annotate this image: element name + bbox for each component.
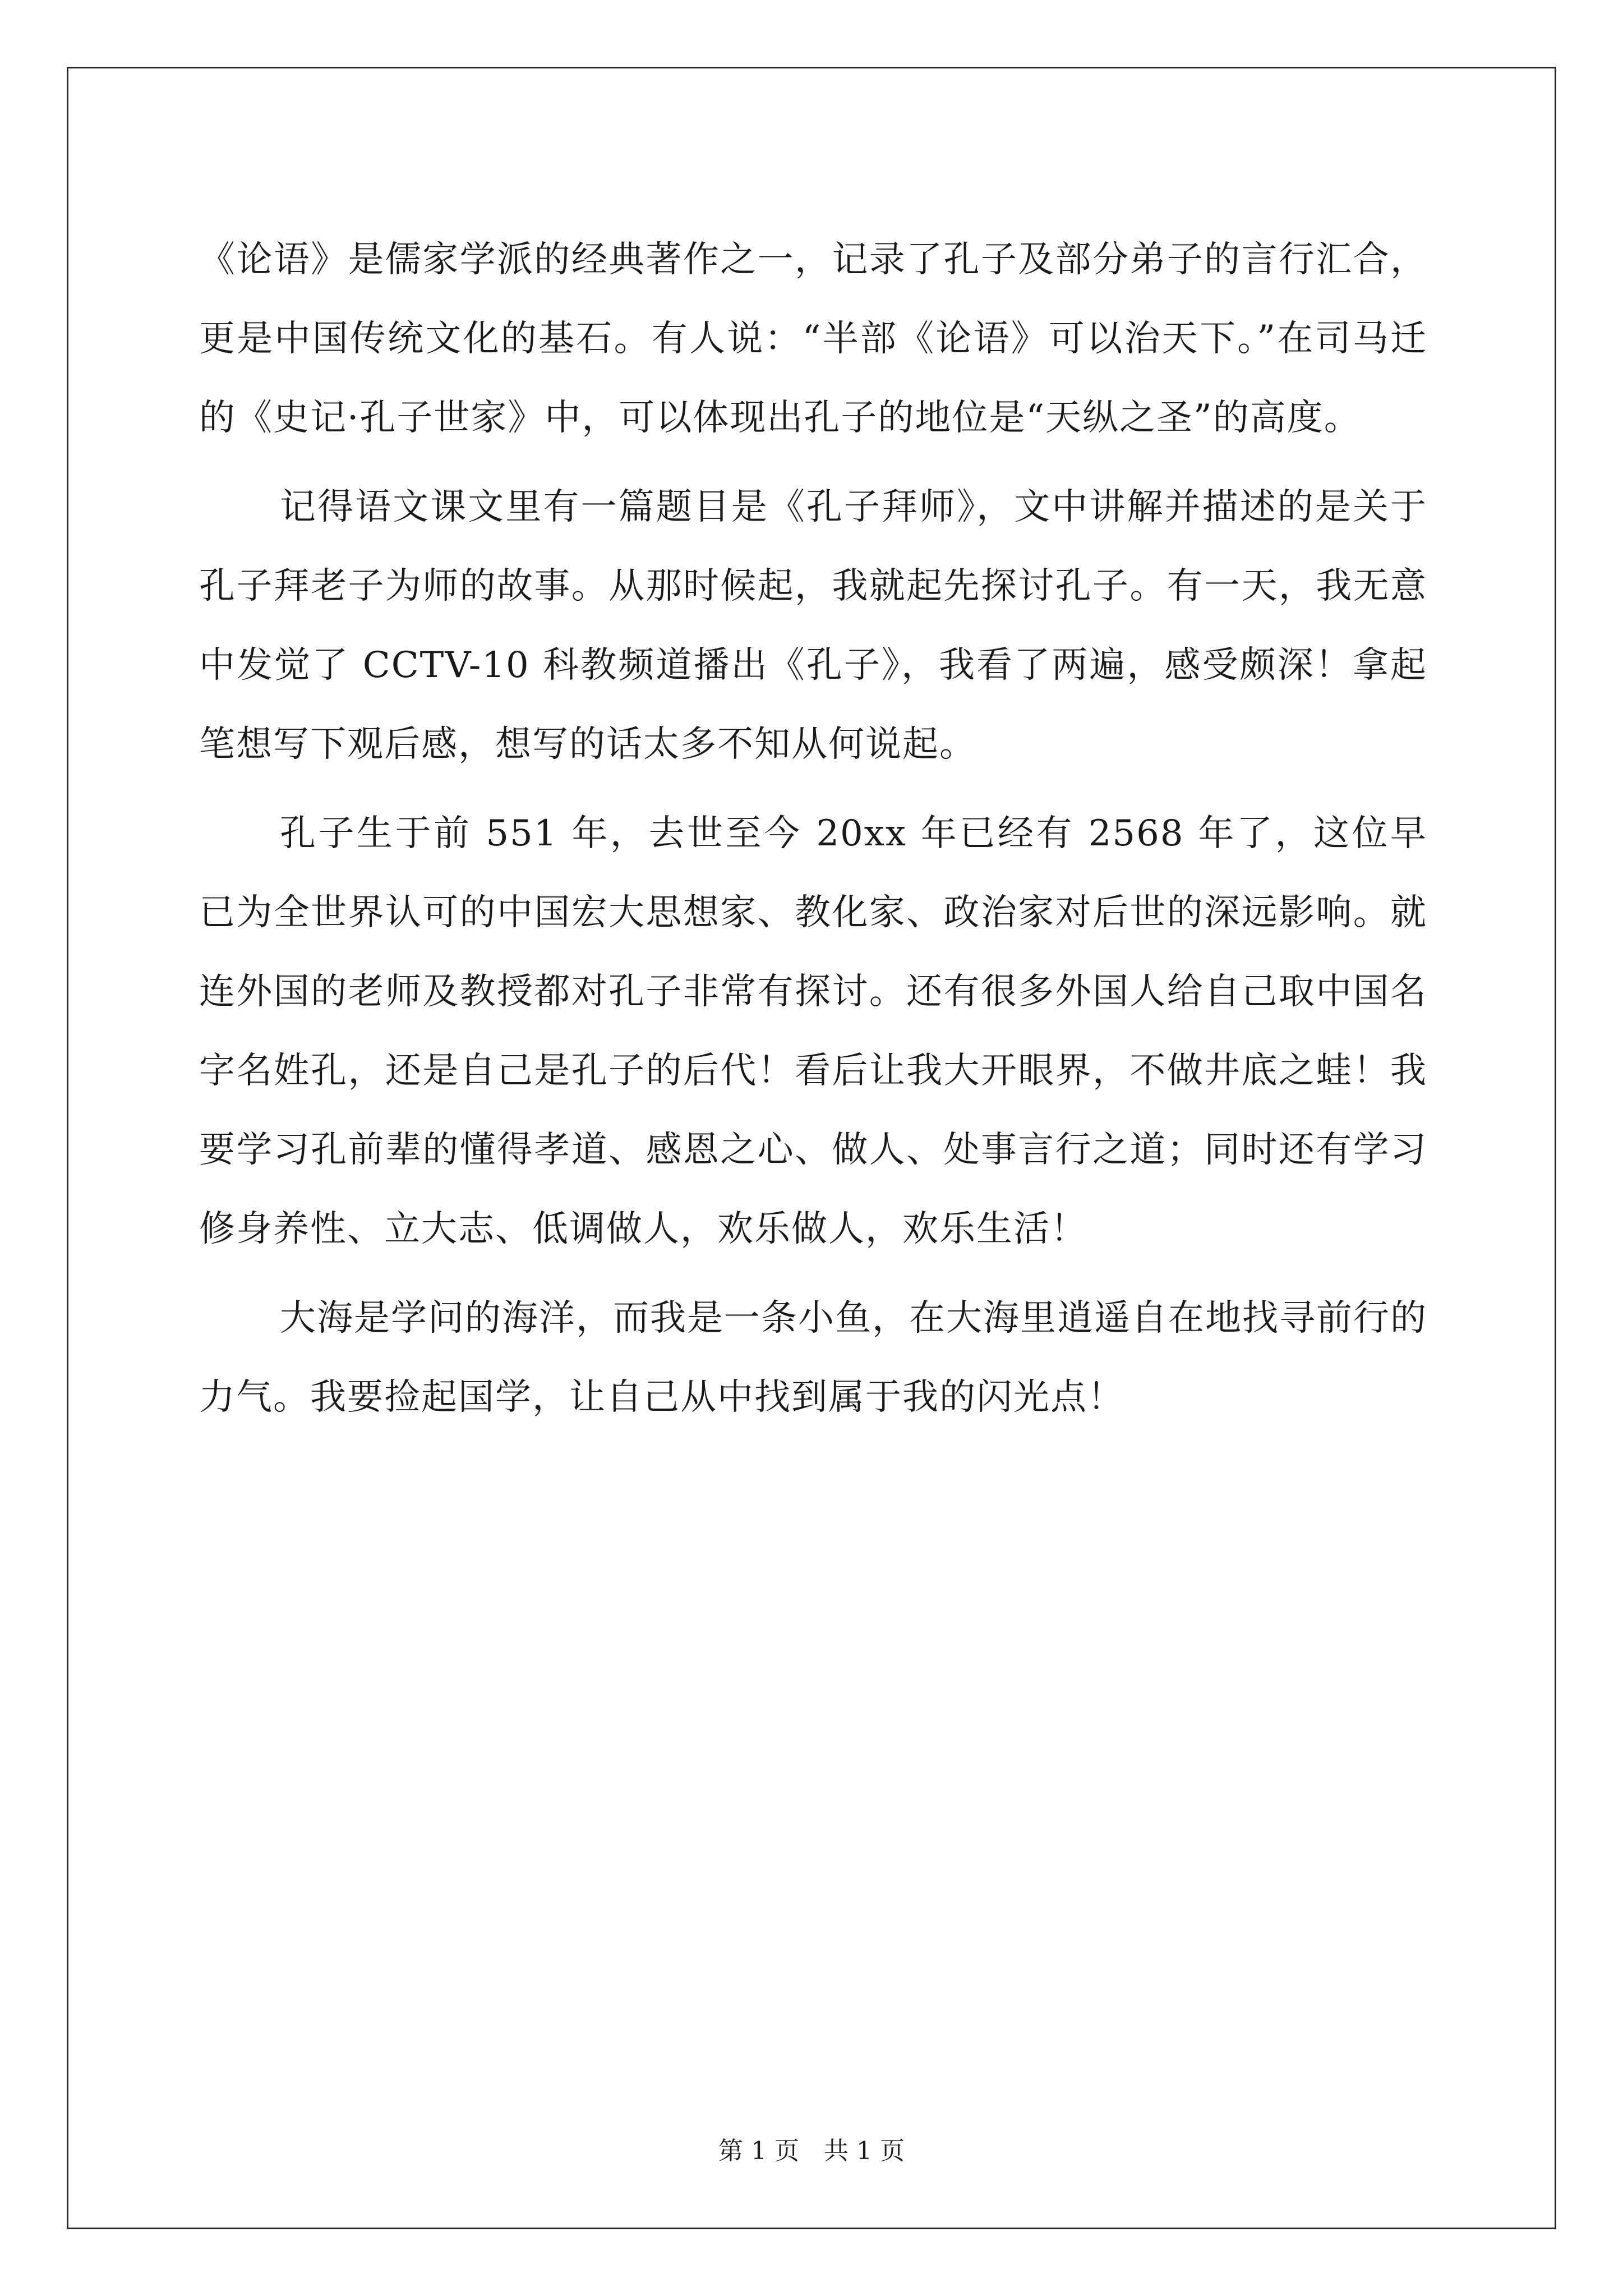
paragraph-conclusion: 大海是学问的海洋，而我是一条小鱼，在大海里逍遥自在地找寻前行的力气。我要捡起国学，让自己从中找到属于我的闪光点！ — [199, 1297, 1427, 1418]
paragraph-influence: 孔子生于前 551 年，去世至今 20xx 年已经有 2568 年了，这位早已为全世界认可的中国宏大思想家、教化家、政治家对后世的深远影响。就连外国的老师及教授都对孔子非常有探讨。还有很多外国人给自己取中国名字名姓孔，还是自己是孔子的后代！看后让我大开眼界，不做井底之蛙！我要学习孔前辈的懂得孝道、感恩之心、做人、处事言行之道；同时还有学习修身养性、立大志、低调做人，欢乐做人，欢乐生活！ — [199, 813, 1427, 1250]
paragraph-memory: 记得语文课文里有一篇题目是《孔子拜师》，文中讲解并描述的是关于孔子拜老子为师的故事。从那时候起，我就起先探讨孔子。有一天，我无意中发觉了 CCTV-10 科教频道播出《孔子》，我看了两遍，感受颇深！拿起笔想写下观后感，想写的话太多不知从何说起。 — [199, 486, 1427, 765]
page-number-total: 共 1 页 — [824, 2137, 905, 2165]
paragraph-intro: 《论语》是儒家学派的经典著作之一，记录了孔子及部分弟子的言行汇合，更是中国传统文化的基石。有人说：“半部《论语》可以治天下。”在司马迁的《史记·孔子世家》中，可以体现出孔子的地位是“天纵之圣”的高度。 — [199, 239, 1427, 439]
page-footer — [0, 2131, 1623, 2166]
document-body — [199, 220, 1427, 1437]
page-number-current: 第 1 页 — [718, 2137, 799, 2165]
